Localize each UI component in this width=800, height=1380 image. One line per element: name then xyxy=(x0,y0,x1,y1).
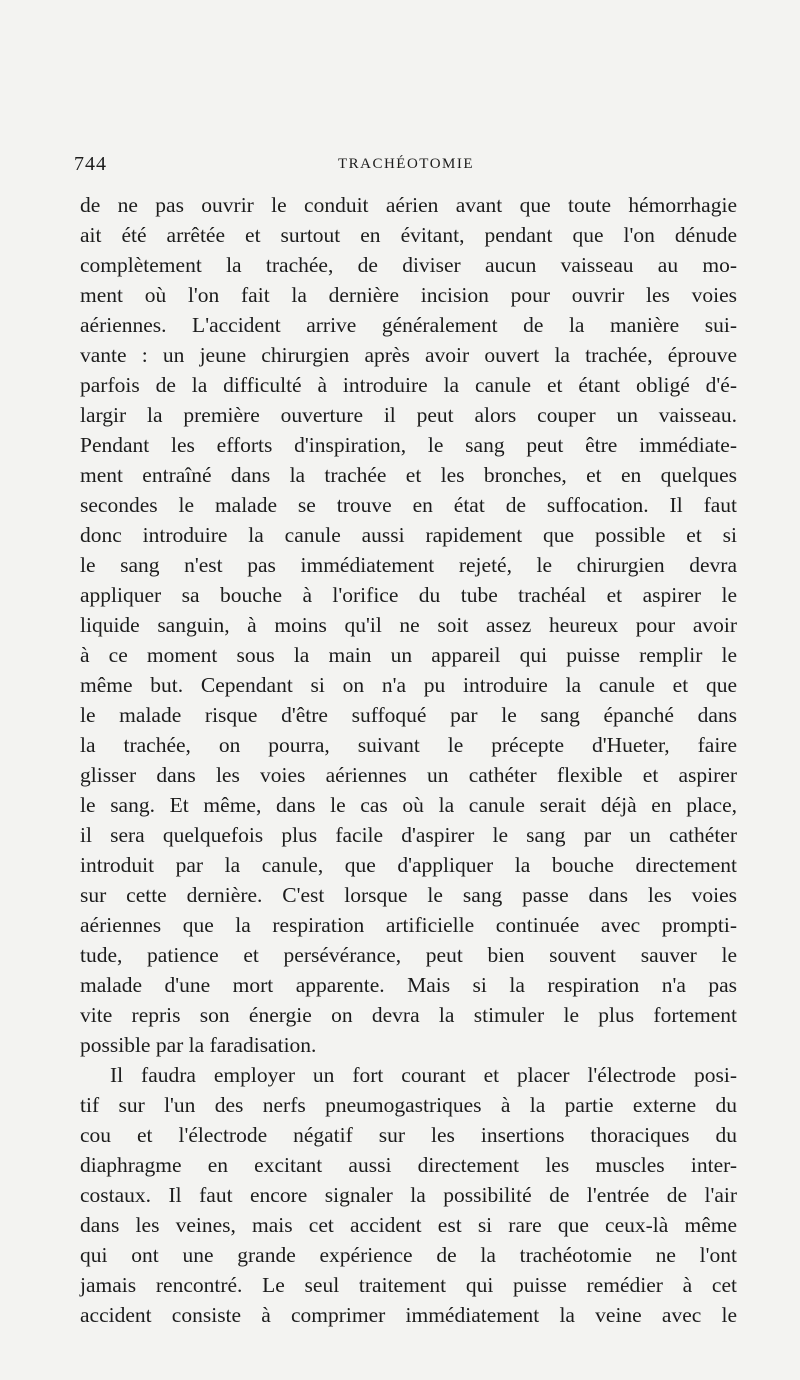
text-line: le sang n'est pas immédiatement rejeté, le chirurgien devra xyxy=(80,553,737,577)
text-line: vite repris son énergie on devra la stimuler le plus fortement xyxy=(80,1003,737,1027)
text-line: ment entraîné dans la trachée et les bronches, et en quelques xyxy=(80,463,737,487)
paragraph-end-line: possible par la faradisation. xyxy=(80,1033,317,1057)
text-line: de ne pas ouvrir le conduit aérien avant que toute hémorrhagie xyxy=(80,193,737,217)
text-line: introduit par la canule, que d'appliquer la bouche directement xyxy=(80,853,737,877)
text-line: il sera quelquefois plus facile d'aspirer le sang par un cathéter xyxy=(80,823,737,847)
text-line: donc introduire la canule aussi rapidement que possible et si xyxy=(80,523,737,547)
text-line: ait été arrêtée et surtout en évitant, pendant que l'on dénude xyxy=(80,223,737,247)
text-line: le sang. Et même, dans le cas où la canule serait déjà en place, xyxy=(80,793,737,817)
text-line: qui ont une grande expérience de la trachéotomie ne l'ont xyxy=(80,1243,737,1267)
text-line: le malade risque d'être suffoqué par le sang épanché dans xyxy=(80,703,737,727)
running-title: TRACHÉOTOMIE xyxy=(337,156,475,172)
text-line: parfois de la difficulté à introduire la canule et étant obligé d'é- xyxy=(80,373,737,397)
text-line: dans les veines, mais cet accident est si rare que ceux-là même xyxy=(80,1213,737,1237)
text-line: tif sur l'un des nerfs pneumogastriques à la partie externe du xyxy=(80,1093,737,1117)
text-line: tude, patience et persévérance, peut bien souvent sauver le xyxy=(80,943,737,967)
text-line: secondes le malade se trouve en état de suffocation. Il faut xyxy=(80,493,737,517)
text-line: diaphragme en excitant aussi directement les muscles inter- xyxy=(80,1153,737,1177)
text-line: complètement la trachée, de diviser aucun vaisseau au mo- xyxy=(80,253,737,277)
text-line: aériennes. L'accident arrive généralement de la manière sui- xyxy=(80,313,737,337)
text-line: Pendant les efforts d'inspiration, le sang peut être immédiate- xyxy=(80,433,737,457)
text-line: malade d'une mort apparente. Mais si la respiration n'a pas xyxy=(80,973,737,997)
text-line: cou et l'électrode négatif sur les insertions thoraciques du xyxy=(80,1123,737,1147)
text-line: appliquer sa bouche à l'orifice du tube trachéal et aspirer le xyxy=(80,583,737,607)
paragraph-start-line: Il faudra employer un fort courant et placer l'électrode posi- xyxy=(110,1063,737,1087)
text-line: aériennes que la respiration artificielle continuée avec prompti- xyxy=(80,913,737,937)
page-number: 744 xyxy=(74,153,107,175)
text-line: ment où l'on fait la dernière incision pour ouvrir les voies xyxy=(80,283,737,307)
text-line: vante : un jeune chirurgien après avoir ouvert la trachée, éprouve xyxy=(80,343,737,367)
text-line: même but. Cependant si on n'a pu introduire la canule et que xyxy=(80,673,737,697)
text-line: largir la première ouverture il peut alors couper un vaisseau. xyxy=(80,403,737,427)
running-head xyxy=(74,153,738,177)
text-line: accident consiste à comprimer immédiatement la veine avec le xyxy=(80,1303,737,1327)
text-line: jamais rencontré. Le seul traitement qui puisse remédier à cet xyxy=(80,1273,737,1297)
text-line: costaux. Il faut encore signaler la possibilité de l'entrée de l'air xyxy=(80,1183,737,1207)
text-line: glisser dans les voies aériennes un cathéter flexible et aspirer xyxy=(80,763,737,787)
body-text xyxy=(80,190,737,1330)
text-line: la trachée, on pourra, suivant le précepte d'Hueter, faire xyxy=(80,733,737,757)
text-line: sur cette dernière. C'est lorsque le sang passe dans les voies xyxy=(80,883,737,907)
text-line: liquide sanguin, à moins qu'il ne soit assez heureux pour avoir xyxy=(80,613,737,637)
text-line: à ce moment sous la main un appareil qui puisse remplir le xyxy=(80,643,737,667)
